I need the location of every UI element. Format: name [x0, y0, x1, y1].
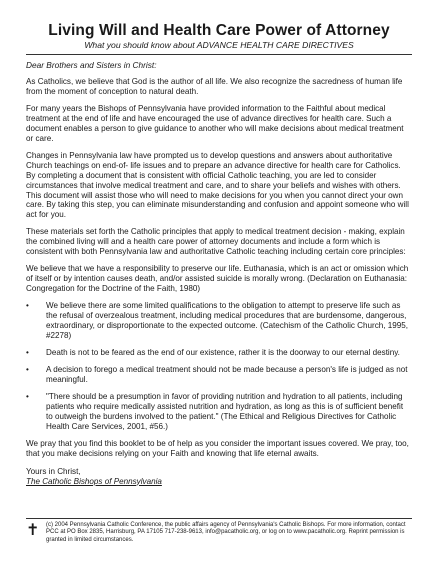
bullet-marker: • — [26, 364, 29, 374]
closing-line: Yours in Christ, — [26, 466, 81, 476]
document-subtitle: What you should know about ADVANCE HEALTH CARE DIRECTIVES — [84, 40, 354, 50]
paragraph-intro: As Catholics, we believe that God is the author of all life. We also recognize the sacredness of human life from the moment of conception to natural death. — [26, 77, 403, 96]
document-title: Living Will and Health Care Power of Attorney — [48, 22, 390, 39]
paragraph-preserve-life: We believe that we have a responsibility to preserve our life. Euthanasia, which is an act or omission which of itself or by intention causes death, and/or assisted suicide is morally wrong. (Declaration on Euthanasia: Congregation for the Doctrine of the Faith, 1980) — [26, 264, 409, 294]
cross-icon: ✝ — [26, 522, 40, 539]
bullet-marker: • — [26, 347, 29, 357]
bullet-text: A decision to forego a medical treatment should not be made because a person's life is judged as not meaningful. — [46, 364, 408, 384]
bullet-item — [26, 301, 412, 341]
bullet-text: Death is not to be feared as the end of our existence, rather it is the doorway to our eternal destiny. — [46, 347, 400, 357]
signature: The Catholic Bishops of Pennsylvania — [26, 476, 162, 486]
footer — [26, 518, 412, 544]
header-divider — [26, 54, 412, 55]
paragraph-materials: These materials set forth the Catholic principles that apply to medical treatment decision - making, explain the combined living will and a health care power of attorney documents and include a form which is consistent with both Pennsylvania law and authoritative Catholic teaching including certain core principles: — [26, 227, 406, 257]
bullet-marker: • — [26, 391, 29, 401]
bullet-marker: • — [26, 301, 29, 311]
bullet-item — [26, 365, 412, 385]
paragraph-changes: Changes in Pennsylvania law have prompted us to develop questions and answers about authoritative Church teachings on end-of- life issues and to prepare an advance directive for health care for Catholics. By completing a document that is consistent with official Catholic teaching, you are led to consider circumstances that involve medical treatment and care, and to share your beliefs and wishes with others. This document will assist those who will need to make decisions for you when you cannot direct your own care. By taking this step, you can eliminate misunderstanding and confusion and appoint someone who will act for you. — [26, 150, 409, 220]
paragraph-prayer: We pray that you find this booklet to be of help as you consider the important issues covered. We pray, too, that you make decisions relying on your Faith and knowing that life eternal awaits. — [26, 438, 409, 458]
bullet-text: We believe there are some limited qualifications to the obligation to attempt to preserve life such as the refusal of overzealous treatment, including medical procedures that are burdensome, dangerous, extraordinary, or disproportionate to the expected outcome. (Catechism of the Catholic Church, 1995, #2278) — [46, 301, 409, 340]
bullet-item — [26, 392, 412, 432]
bullet-item — [26, 348, 412, 358]
paragraph-history: For many years the Bishops of Pennsylvania have provided information to the Faithful about medical treatment at the end of life and have encouraged the use of advance directives for health care. Such a document enables a person to give guidance to another who will make decisions about medical treatment or care. — [26, 103, 404, 143]
bullet-text: "There should be a presumption in favor of providing nutrition and hydration to all patients, including patients who require medically assisted nutrition and hydration, as long as this is of sufficient benefit to outweigh the burdens involved to the patient." (The Ethical and Religious Directives for Catholic Health Care Services, 2001, #56.) — [46, 391, 404, 431]
footer-text: (c) 2004 Pennsylvania Catholic Conference, the public affairs agency of Pennsylvania's Catholic Bishops. For more information, contact PCC at PO Box 2835, Harrisburg, PA 17105 717-238-9613, info@pacatholic.org, or log on to www.pacatholic.org. Reprint permission is granted in limited circumstances. — [46, 522, 406, 543]
salutation: Dear Brothers and Sisters in Christ: — [26, 60, 157, 70]
